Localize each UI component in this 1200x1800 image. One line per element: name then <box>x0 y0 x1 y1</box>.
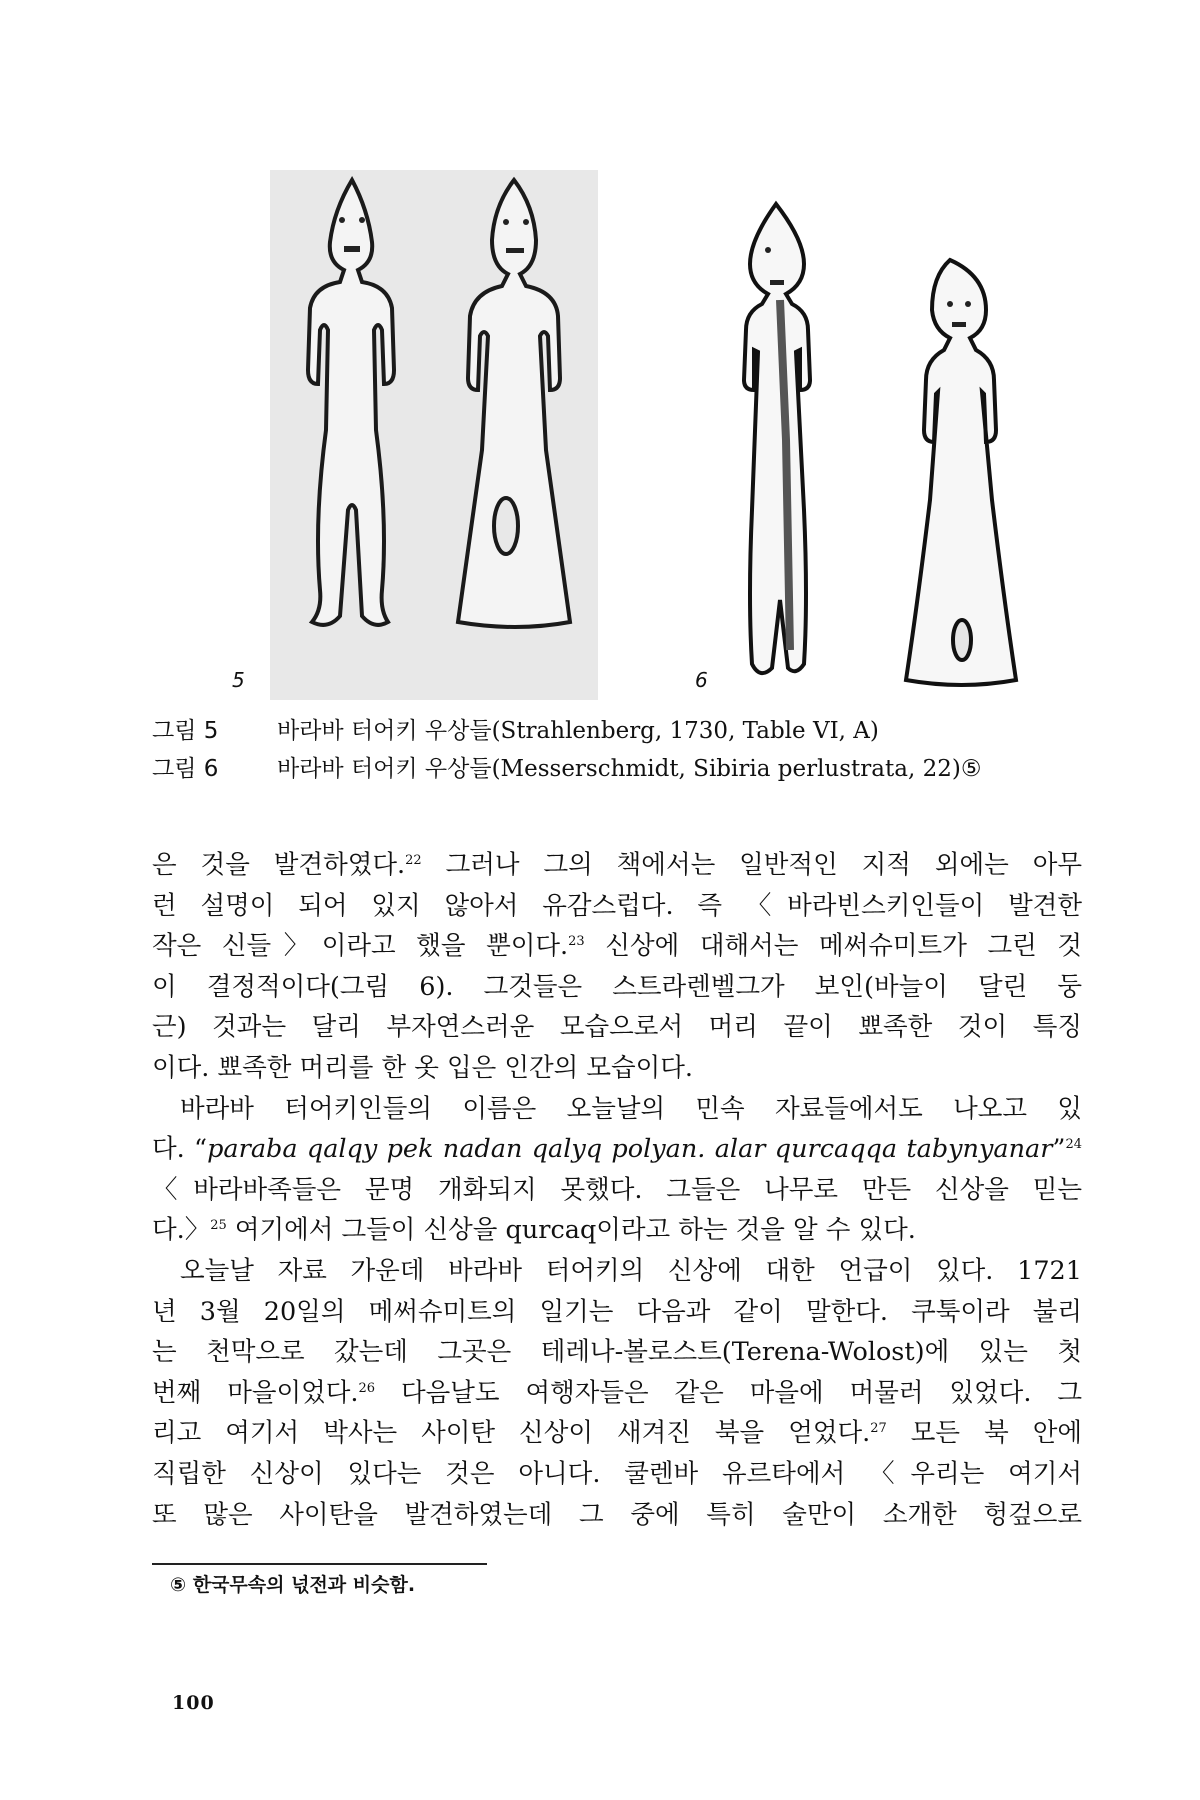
footnote-ref: 22 <box>405 853 422 868</box>
footnote-ref: 25 <box>210 1218 227 1234</box>
text-line: 번째 마을이었다.$^{26}$ 다음날도 여행자들은 같은 마을에 머물러 있었다. 그 <box>152 1377 1082 1408</box>
text-line: 〈바라바족들은 문명 개화되지 못했다. 그들은 나무로 만든 신상을 믿는 <box>152 1174 1082 1205</box>
footnote-ref: 24 <box>1065 1137 1082 1153</box>
caption-label: 그림 5 <box>152 718 219 744</box>
text-line: 년 3월 20일의 메써슈미트의 일기는 다음과 같이 말한다. 쿠툭이라 불리 <box>152 1296 1082 1327</box>
text-line: 다. “paraba qalqy pek nadan qalyq polyan. alar qurcaqqa tabynyanar”$^{24}$ <box>152 1134 1082 1165</box>
footnote-ref: 26 <box>358 1380 376 1396</box>
caption-figure-5 <box>152 712 1112 750</box>
text-line: 직립한 신상이 있다는 것은 아니다. 쿨렌바 유르타에서 〈우리는 여기서 <box>152 1458 1082 1489</box>
text-line: 오늘날 자료 가운데 바라바 터어키의 신상에 대한 언급이 있다. 1721 <box>180 1255 1082 1286</box>
footnote-ref: 23 <box>568 934 585 950</box>
figure-6-number: 6 <box>695 668 708 692</box>
text-line: 리고 여기서 박사는 사이탄 신상이 새겨진 북을 얻었다.$^{27}$ 모든 북 안에 <box>152 1418 1083 1449</box>
turkic-quote: paraba qalqy pek nadan qalyq polyan. alar qurcaqqa tabynyanar <box>207 1134 1053 1165</box>
caption-label: 그림 6 <box>152 756 219 782</box>
footnote-divider <box>152 1563 487 1565</box>
caption-text: 바라바 터어키 우상들(Messerschmidt, Sibiria perlustrata, 22)⑤ <box>277 756 982 782</box>
text-line: 근) 것과는 달리 부자연스러운 모습으로서 머리 끝이 뾰족한 것이 특징 <box>152 1012 1082 1043</box>
idol-figure-6a <box>744 204 810 673</box>
text-line: 런 설명이 되어 있지 않아서 유감스럽다. 즉 〈바라빈스키인들이 발견한 <box>152 890 1082 921</box>
figure-6-image <box>700 180 1060 710</box>
text-line: 바라바 터어키인들의 이름은 오늘날의 민속 자료들에서도 나오고 있 <box>180 1093 1082 1124</box>
body-text <box>152 845 1082 1535</box>
text-line: 작은 신들〉이라고 했을 뿐이다.$^{23}$ 신상에 대해서는 메써슈미트가 그린 것 <box>152 931 1082 962</box>
caption-text: 바라바 터어키 우상들(Strahlenberg, 1730, Table VI, A) <box>277 718 879 744</box>
page-number: 100 <box>172 1692 215 1714</box>
figure-5-image <box>270 170 598 700</box>
text-line: 은 것을 발견하였다.$^{22}$ 그러나 그의 책에서는 일반적인 지적 외에는 아무 <box>152 850 1082 880</box>
text-line: 는 천막으로 갔는데 그곳은 테레나-볼로스트(Terena-Wolost)에 있는 첫 <box>152 1337 1082 1368</box>
footnote: ⑤ 한국무속의 넋전과 비슷함. <box>170 1574 416 1596</box>
figure-5-number: 5 <box>232 668 245 692</box>
figure-captions <box>152 712 1112 788</box>
text-line: 이다. 뾰족한 머리를 한 옷 입은 인간의 모습이다. <box>152 1052 693 1083</box>
text-line: 이 결정적이다(그림 6). 그것들은 스트라렌벨그가 보인(바늘이 달린 둥 <box>152 971 1082 1002</box>
text-line: 다.〉$^{25}$ 여기에서 그들이 신상을 qurcaq이라고 하는 것을 알 수 있다. <box>152 1215 916 1246</box>
caption-figure-6 <box>152 750 1112 788</box>
text-line: 또 많은 사이탄을 발견하였는데 그 중에 특히 술만이 소개한 헝겊으로 <box>152 1499 1082 1530</box>
footnote-ref: 27 <box>870 1421 887 1437</box>
